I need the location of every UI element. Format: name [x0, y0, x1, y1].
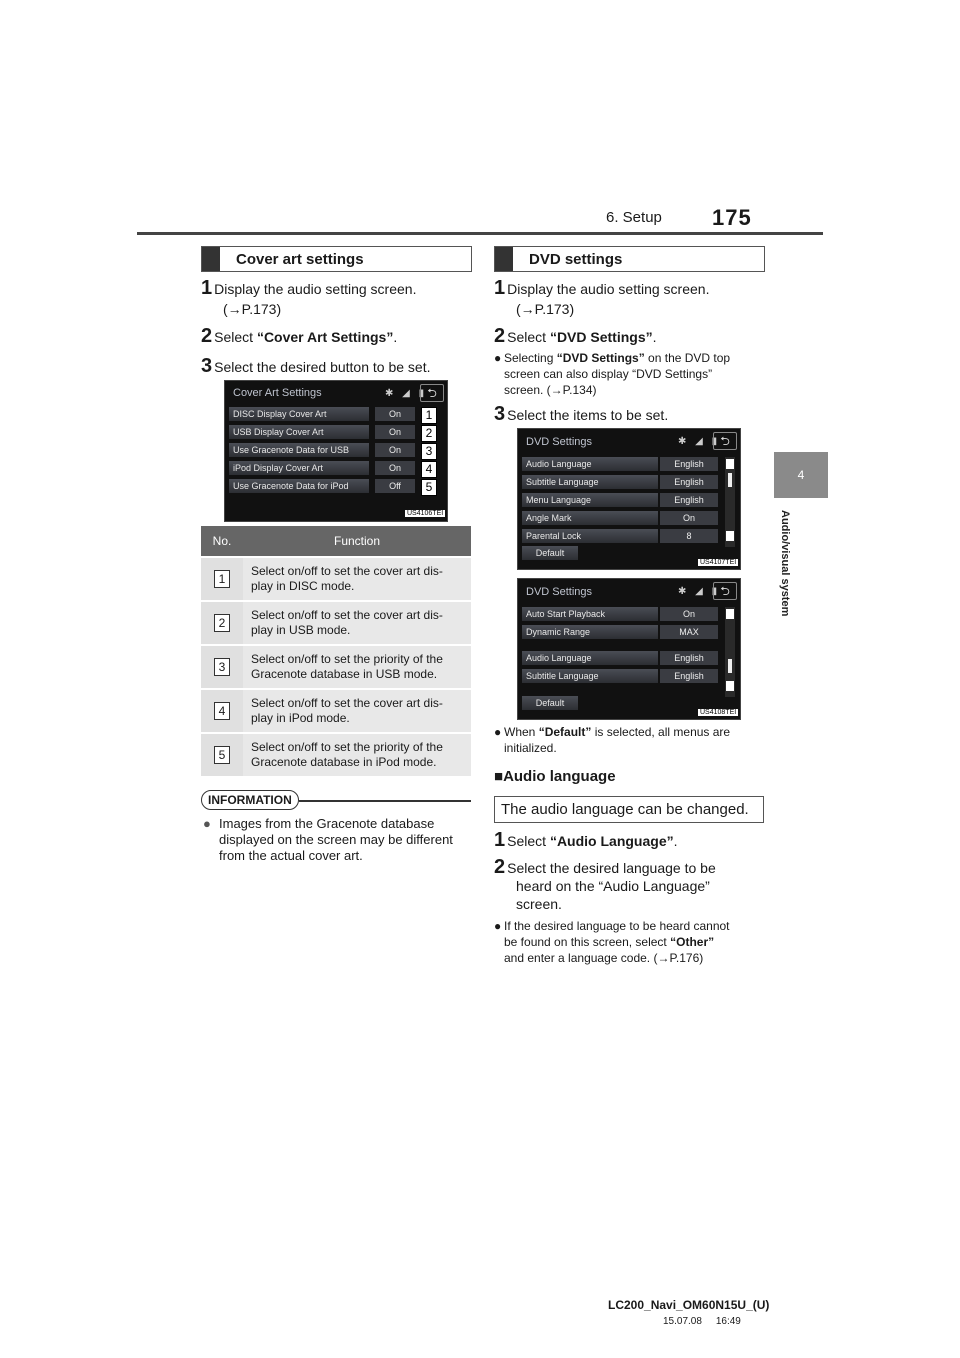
setting-row-disc-cover-art[interactable]: DISC Display Cover Art — [229, 407, 369, 421]
step-text-end: . — [652, 329, 657, 345]
screen-title: DVD Settings — [526, 586, 593, 598]
setting-value[interactable]: 8 — [660, 529, 718, 543]
document-timestamp: 15.07.08 16:49 — [663, 1316, 741, 1327]
function-text: play in USB mode. — [251, 623, 351, 637]
callout-number: 4 — [421, 461, 437, 478]
step-text-end: . — [393, 329, 398, 345]
setting-row-usb-cover-art[interactable]: USB Display Cover Art — [229, 425, 369, 439]
step-2 — [201, 326, 397, 347]
row-number: 2 — [214, 614, 230, 632]
section-title-dvd — [494, 246, 765, 272]
default-button[interactable]: Default — [522, 696, 578, 710]
step-3 — [494, 404, 668, 425]
status-icons: ✱ ◢ ▮ — [385, 388, 428, 399]
setting-row-subtitle-language[interactable]: Subtitle Language — [522, 475, 658, 489]
scroll-down-icon[interactable] — [726, 531, 734, 541]
note-dvd-top — [494, 350, 766, 398]
row-number: 1 — [214, 570, 230, 588]
note-text: If the desired language to be heard cannot — [504, 919, 730, 933]
row-number-cell — [201, 733, 243, 776]
step-1 — [494, 278, 766, 319]
scroll-thumb[interactable] — [728, 659, 732, 673]
table-row — [201, 601, 471, 645]
setting-value[interactable]: On — [660, 607, 718, 621]
dvd-settings-screen-2 — [517, 578, 741, 720]
column-header-function: Function — [243, 526, 471, 557]
status-icons: ✱ ◢ ▮ — [678, 436, 721, 447]
function-cell — [243, 733, 471, 776]
function-text: Select on/off to set the cover art dis- — [251, 696, 443, 710]
setting-value[interactable]: On — [375, 461, 415, 475]
row-number-cell — [201, 689, 243, 733]
function-text: Select on/off to set the priority of the — [251, 740, 443, 754]
step-text: heard on the “Audio Language” — [516, 878, 710, 894]
setting-value[interactable]: English — [660, 669, 718, 683]
row-number-cell — [201, 601, 243, 645]
setting-value[interactable]: English — [660, 493, 718, 507]
bullet-icon: ● — [203, 816, 211, 831]
chapter-tab: 4 — [774, 452, 828, 498]
callout-number: 2 — [421, 425, 437, 442]
row-number-cell — [201, 557, 243, 601]
step-1 — [201, 278, 473, 319]
step-number: 1 — [201, 277, 213, 299]
scroll-down-icon[interactable] — [726, 681, 734, 691]
note-text: is selected, all menus are — [591, 725, 731, 739]
step-text: Select — [214, 329, 257, 345]
setting-row-audio-language[interactable]: Audio Language — [522, 457, 658, 471]
subsection-title: Audio language — [503, 768, 616, 785]
note-text: screen can also display “DVD Settings” — [504, 367, 713, 381]
step-number: 3 — [201, 355, 213, 377]
description-box: The audio language can be changed. — [494, 796, 764, 823]
dvd-settings-screen-1 — [517, 428, 741, 570]
setting-value[interactable]: English — [660, 475, 718, 489]
step-number: 3 — [494, 403, 506, 425]
setting-value[interactable]: English — [660, 457, 718, 471]
function-cell — [243, 689, 471, 733]
note-text: initialized. — [504, 741, 557, 755]
note-text: be found on this screen, select — [504, 935, 671, 949]
step-number: 2 — [494, 856, 506, 878]
bullet-icon: ● — [494, 351, 502, 365]
info-label-wrap — [201, 790, 299, 810]
callout-number: 5 — [421, 479, 437, 496]
function-text: play in iPod mode. — [251, 711, 350, 725]
section-marker — [495, 247, 513, 271]
note-bold-text: “Other” — [670, 935, 715, 949]
step-text: Select the desired language to be — [507, 860, 716, 876]
setting-row-auto-start-playback[interactable]: Auto Start Playback — [522, 607, 658, 621]
setting-value[interactable]: MAX — [660, 625, 718, 639]
setting-value[interactable]: On — [375, 425, 415, 439]
step-text: screen. — [516, 896, 562, 912]
bullet-icon: ● — [494, 725, 502, 739]
scrollbar[interactable] — [725, 457, 735, 547]
setting-row-ipod-cover-art[interactable]: iPod Display Cover Art — [229, 461, 369, 475]
header-rule — [137, 232, 823, 235]
callout-number: 1 — [421, 407, 437, 424]
step-text: Display the audio setting screen. — [507, 281, 710, 297]
note-other-language — [494, 918, 766, 966]
default-button[interactable]: Default — [522, 546, 578, 560]
step-number: 1 — [494, 829, 506, 851]
cover-art-settings-screen — [224, 380, 448, 522]
back-icon[interactable]: ⮌ — [713, 432, 737, 450]
page-reference: (→P.173) — [223, 301, 282, 317]
setting-value[interactable]: English — [660, 651, 718, 665]
function-table — [201, 526, 471, 776]
bullet-icon: ● — [494, 919, 502, 933]
step-2 — [494, 858, 766, 913]
setting-row-angle-mark[interactable]: Angle Mark — [522, 511, 658, 525]
note-text: screen. (→P.134) — [504, 383, 597, 397]
setting-value[interactable]: On — [660, 511, 718, 525]
step-number: 1 — [494, 277, 506, 299]
info-text: from the actual cover art. — [219, 848, 363, 863]
function-text: Select on/off to set the cover art dis- — [251, 564, 443, 578]
chapter-title: Audio/visual system — [779, 510, 791, 617]
setting-row-menu-language[interactable]: Menu Language — [522, 493, 658, 507]
setting-row-subtitle-language[interactable]: Subtitle Language — [522, 669, 658, 683]
step-text: Display the audio setting screen. — [214, 281, 417, 297]
callout-number: 3 — [421, 443, 437, 460]
info-text: Images from the Gracenote database — [219, 816, 435, 831]
step-bold-text: “Audio Language” — [549, 833, 674, 849]
scroll-up-icon[interactable] — [726, 609, 734, 619]
row-number: 4 — [214, 702, 230, 720]
setting-value[interactable]: Off — [375, 479, 415, 493]
function-text: Gracenote database in USB mode. — [251, 667, 438, 681]
function-cell — [243, 601, 471, 645]
note-default — [494, 724, 766, 756]
info-note — [203, 816, 471, 864]
setting-row-dynamic-range[interactable]: Dynamic Range — [522, 625, 658, 639]
screen-title: Cover Art Settings — [233, 387, 322, 399]
back-icon[interactable]: ⮌ — [713, 582, 737, 600]
function-text: play in DISC mode. — [251, 579, 355, 593]
row-number: 3 — [214, 658, 230, 676]
section-title-cover-art — [201, 246, 472, 272]
figure-code: US4108TEI — [700, 709, 737, 716]
back-icon[interactable]: ⮌ — [420, 384, 444, 402]
table-row — [201, 689, 471, 733]
step-number: 2 — [201, 325, 213, 347]
section-title-text: DVD settings — [529, 250, 623, 268]
function-text: Select on/off to set the priority of the — [251, 652, 443, 666]
function-cell — [243, 557, 471, 601]
setting-row-parental-lock[interactable]: Parental Lock — [522, 529, 658, 543]
setting-row-gracenote-usb[interactable]: Use Gracenote Data for USB — [229, 443, 369, 457]
table-header-row — [201, 526, 471, 557]
subsection-marker: ■ — [494, 768, 504, 785]
setting-value[interactable]: On — [375, 407, 415, 421]
note-text: When — [504, 725, 539, 739]
section-marker — [202, 247, 220, 271]
step-text-end: . — [673, 833, 678, 849]
page-reference: (→P.173) — [516, 301, 575, 317]
setting-row-audio-language[interactable]: Audio Language — [522, 651, 658, 665]
table-row — [201, 733, 471, 776]
header-section: 6. Setup — [606, 209, 662, 226]
step-text: Select the items to be set. — [507, 407, 669, 423]
setting-row-gracenote-ipod[interactable]: Use Gracenote Data for iPod — [229, 479, 369, 493]
step-1 — [494, 830, 678, 851]
document-code: LC200_Navi_OM60N15U_(U) — [608, 1298, 770, 1312]
step-text: Select — [507, 329, 550, 345]
step-3 — [201, 356, 431, 377]
scroll-up-icon[interactable] — [726, 459, 734, 469]
step-number: 2 — [494, 325, 506, 347]
info-label: INFORMATION — [201, 790, 299, 810]
info-text: displayed on the screen may be different — [219, 832, 453, 847]
step-bold-text: “DVD Settings” — [549, 329, 653, 345]
step-2 — [494, 326, 657, 347]
function-text: Gracenote database in iPod mode. — [251, 755, 437, 769]
table-row — [201, 645, 471, 689]
page-number: 175 — [712, 205, 752, 230]
step-text: Select — [507, 833, 550, 849]
row-number: 5 — [214, 746, 230, 764]
note-bold-text: “DVD Settings” — [556, 351, 645, 365]
setting-value[interactable]: On — [375, 443, 415, 457]
note-bold-text: “Default” — [538, 725, 592, 739]
function-text: Select on/off to set the cover art dis- — [251, 608, 443, 622]
figure-code: US4106TEI — [407, 510, 444, 517]
screen-title: DVD Settings — [526, 436, 593, 448]
figure-code: US4107TEI — [700, 559, 737, 566]
scrollbar[interactable] — [725, 607, 735, 697]
table-row — [201, 557, 471, 601]
note-text: on the DVD top — [644, 351, 731, 365]
step-text: Select the desired button to be set. — [214, 359, 431, 375]
status-icons: ✱ ◢ ▮ — [678, 586, 721, 597]
subsection-audio-language — [494, 768, 616, 785]
note-text: Selecting — [504, 351, 557, 365]
step-bold-text: “Cover Art Settings” — [256, 329, 394, 345]
function-cell — [243, 645, 471, 689]
column-header-no: No. — [201, 526, 243, 557]
note-text: and enter a language code. (→P.176) — [504, 951, 704, 965]
section-title-text: Cover art settings — [236, 250, 364, 268]
scroll-thumb[interactable] — [728, 473, 732, 487]
row-number-cell — [201, 645, 243, 689]
